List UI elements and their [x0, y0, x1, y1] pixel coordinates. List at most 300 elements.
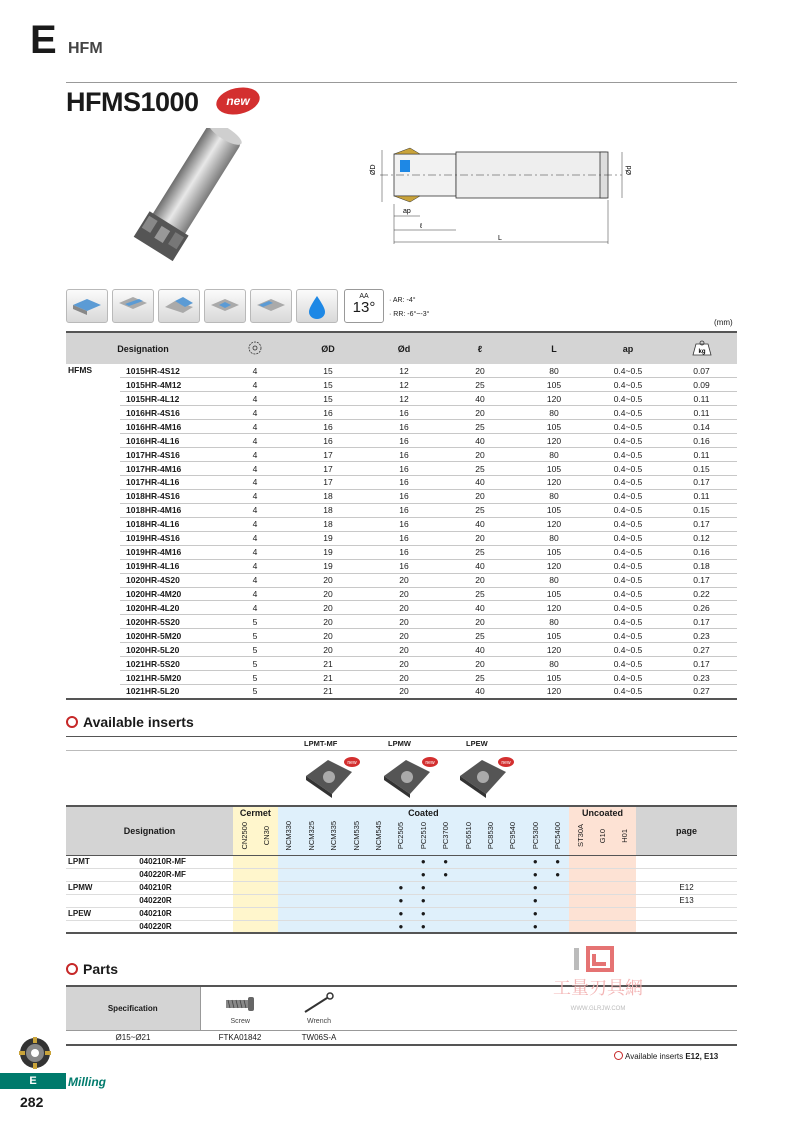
- od-cell: 18: [290, 517, 366, 531]
- od-small-cell: 12: [366, 392, 442, 406]
- group-cell: [66, 476, 120, 490]
- grade-availability-cell: [300, 894, 322, 907]
- grade-availability-cell: [502, 894, 524, 907]
- od-small-cell: 20: [366, 615, 442, 629]
- od-small-cell: 20: [366, 629, 442, 643]
- table-row: [66, 378, 737, 392]
- grade-availability-cell: ●: [390, 894, 412, 907]
- ap-cell: 0.4~0.5: [590, 476, 666, 490]
- group-cell: [66, 685, 120, 699]
- ap-cell: 0.4~0.5: [590, 573, 666, 587]
- grade-availability-cell: ●: [390, 907, 412, 920]
- designation-cell: 1018HR-4L16: [120, 517, 220, 531]
- page-ref-cell: [636, 907, 737, 920]
- od-small-cell: 16: [366, 517, 442, 531]
- group-cell: [66, 517, 120, 531]
- grade-availability-cell: [502, 881, 524, 894]
- grade-availability-cell: [479, 855, 501, 868]
- grade-availability-cell: ●: [412, 907, 434, 920]
- l-cell: 20: [442, 448, 518, 462]
- watermark-chinese: 工量刃具網: [553, 978, 643, 999]
- L-cell: 80: [518, 657, 590, 671]
- weight-cell: 0.27: [666, 685, 737, 699]
- group-cell: [66, 434, 120, 448]
- designation-cell: 1016HR-4L16: [120, 434, 220, 448]
- designation-cell: 1021HR-5L20: [120, 685, 220, 699]
- footer-section-tab: E: [0, 1073, 66, 1089]
- group-cell: [66, 489, 120, 503]
- grade-availability-cell: [569, 868, 591, 881]
- screw-cell: [200, 986, 280, 1030]
- weight-cell: 0.23: [666, 629, 737, 643]
- insert-code-cell: 040220R-MF: [135, 868, 233, 881]
- insert-slot-icon: [112, 289, 154, 323]
- page-number: 282: [20, 1094, 44, 1110]
- watermark-url: WWW.GLRJW.COM: [570, 1006, 626, 1012]
- grade-availability-cell: [345, 894, 367, 907]
- insert-row: [66, 868, 737, 881]
- svg-text:new: new: [347, 760, 357, 766]
- od-cell: 18: [290, 489, 366, 503]
- L-cell: 105: [518, 462, 590, 476]
- available-inserts-heading: [66, 714, 194, 730]
- od-cell: 20: [290, 615, 366, 629]
- grade-availability-cell: [233, 907, 255, 920]
- l-cell: 20: [442, 573, 518, 587]
- grade-availability-cell: [255, 907, 277, 920]
- table-row: [66, 462, 737, 476]
- l-cell: 40: [442, 517, 518, 531]
- teeth-cell: 5: [220, 671, 290, 685]
- svg-text:new: new: [501, 760, 511, 766]
- ap-cell: 0.4~0.5: [590, 615, 666, 629]
- header-divider: [66, 82, 737, 83]
- grade-availability-cell: [300, 920, 322, 933]
- table-row: [66, 392, 737, 406]
- grade-availability-cell: [300, 881, 322, 894]
- ap-header: ap: [590, 332, 666, 364]
- L-header: L: [518, 332, 590, 364]
- grade-availability-cell: [479, 920, 501, 933]
- ap-cell: 0.4~0.5: [590, 559, 666, 573]
- grade-availability-cell: [457, 920, 479, 933]
- group-cell: [66, 671, 120, 685]
- od-small-cell: 16: [366, 434, 442, 448]
- screw-icon: [220, 992, 260, 1016]
- teeth-cell: 5: [220, 615, 290, 629]
- designation-cell: 1019HR-4L16: [120, 559, 220, 573]
- l-cell: 25: [442, 545, 518, 559]
- coated-header: Coated: [278, 806, 569, 819]
- od-small-cell: 12: [366, 364, 442, 378]
- ap-cell: 0.4~0.5: [590, 671, 666, 685]
- page-ref-cell: E13: [636, 894, 737, 907]
- teeth-cell: 4: [220, 476, 290, 490]
- ap-cell: 0.4~0.5: [590, 545, 666, 559]
- ap-cell: 0.4~0.5: [590, 489, 666, 503]
- insert-code-cell: 040220R: [135, 920, 233, 933]
- l-cell: 40: [442, 601, 518, 615]
- teeth-header: [220, 332, 290, 364]
- weight-cell: 0.16: [666, 434, 737, 448]
- od-small-cell: 16: [366, 420, 442, 434]
- dimension-drawing: [360, 140, 640, 250]
- screw-value: FTKA01842: [200, 1030, 280, 1045]
- grade-availability-cell: ●: [524, 855, 546, 868]
- ap-cell: 0.4~0.5: [590, 503, 666, 517]
- l-cell: 25: [442, 671, 518, 685]
- group-cell: [66, 657, 120, 671]
- L-cell: 120: [518, 559, 590, 573]
- grade-header: PC3700: [435, 819, 457, 855]
- od-cell: 16: [290, 406, 366, 420]
- grade-availability-cell: [233, 855, 255, 868]
- od-small-cell: 16: [366, 462, 442, 476]
- table-row: [66, 420, 737, 434]
- L-cell: 105: [518, 378, 590, 392]
- grade-header: PC9540: [502, 819, 524, 855]
- wrench-value: TW06S-A: [280, 1030, 358, 1045]
- L-label: L: [498, 235, 502, 242]
- od-small-cell: 20: [366, 657, 442, 671]
- table-row: [66, 434, 737, 448]
- designation-cell: 1020HR-4L20: [120, 601, 220, 615]
- section-arrow-icon: [66, 963, 78, 975]
- grade-availability-cell: [367, 907, 389, 920]
- teeth-cell: 4: [220, 573, 290, 587]
- insert-group-cell: LPEW: [66, 907, 135, 920]
- inserts-sub-rule: [66, 750, 737, 751]
- ap-cell: 0.4~0.5: [590, 406, 666, 420]
- od-cell: 20: [290, 573, 366, 587]
- L-cell: 120: [518, 685, 590, 699]
- teeth-cell: 4: [220, 462, 290, 476]
- L-cell: 120: [518, 434, 590, 448]
- L-cell: 80: [518, 406, 590, 420]
- insert-row: [66, 920, 737, 933]
- l-cell: 40: [442, 643, 518, 657]
- insert-name-lpew: LPEW: [466, 739, 488, 748]
- teeth-cell: 4: [220, 434, 290, 448]
- group-cell: [66, 559, 120, 573]
- table-row: [66, 406, 737, 420]
- ap-label: ap: [403, 208, 411, 215]
- weight-cell: 0.23: [666, 671, 737, 685]
- l-cell: 25: [442, 503, 518, 517]
- grade-availability-cell: [614, 920, 636, 933]
- grade-availability-cell: [591, 894, 613, 907]
- available-inserts-reference: [614, 1050, 718, 1061]
- grade-availability-cell: [457, 868, 479, 881]
- L-cell: 105: [518, 420, 590, 434]
- od-small-cell: 20: [366, 573, 442, 587]
- insert-pocket-icon: [204, 289, 246, 323]
- l-cell: 20: [442, 531, 518, 545]
- l-cell: 20: [442, 489, 518, 503]
- grade-availability-cell: [278, 868, 300, 881]
- screw-label: Screw: [230, 1017, 250, 1025]
- grade-availability-cell: [323, 868, 345, 881]
- designation-cell: 1015HR-4M12: [120, 378, 220, 392]
- od-small-header: Ød: [366, 332, 442, 364]
- grade-availability-cell: [591, 868, 613, 881]
- insert-group-cell: LPMW: [66, 881, 135, 894]
- group-cell: [66, 573, 120, 587]
- grade-header: PC5300: [524, 819, 546, 855]
- teeth-count-icon: [248, 341, 262, 355]
- grade-availability-cell: [255, 881, 277, 894]
- grade-header: ST30A: [569, 819, 591, 855]
- L-cell: 105: [518, 671, 590, 685]
- od-small-cell: 16: [366, 448, 442, 462]
- page-ref-cell: E12: [636, 881, 737, 894]
- grade-availability-cell: [278, 855, 300, 868]
- group-cell: [66, 378, 120, 392]
- od-small-cell: 20: [366, 685, 442, 699]
- insert-code-cell: 040220R: [135, 894, 233, 907]
- l-cell: 40: [442, 392, 518, 406]
- L-cell: 120: [518, 643, 590, 657]
- reference-pages: E12, E13: [685, 1052, 719, 1061]
- ap-cell: 0.4~0.5: [590, 517, 666, 531]
- weight-cell: 0.18: [666, 559, 737, 573]
- od-cell: 18: [290, 503, 366, 517]
- weight-cell: 0.17: [666, 615, 737, 629]
- od-small-cell: 16: [366, 531, 442, 545]
- teeth-cell: 5: [220, 685, 290, 699]
- grade-availability-cell: [502, 920, 524, 933]
- table-row: [66, 643, 737, 657]
- axial-rake: · AR: -4°: [389, 297, 416, 304]
- L-cell: 80: [518, 573, 590, 587]
- parts-title: Parts: [83, 961, 119, 977]
- grade-availability-cell: [345, 907, 367, 920]
- ap-cell: 0.4~0.5: [590, 378, 666, 392]
- table-row: [66, 601, 737, 615]
- uncoated-header: Uncoated: [569, 806, 636, 819]
- grade-availability-cell: [591, 907, 613, 920]
- designation-cell: 1020HR-5S20: [120, 615, 220, 629]
- insert-group-cell: [66, 868, 135, 881]
- grade-availability-cell: [323, 881, 345, 894]
- teeth-cell: 4: [220, 587, 290, 601]
- l-cell: 25: [442, 462, 518, 476]
- insert-step-icon: [158, 289, 200, 323]
- weight-cell: 0.26: [666, 601, 737, 615]
- l-cell: 40: [442, 685, 518, 699]
- grade-availability-cell: [255, 894, 277, 907]
- group-cell: [66, 643, 120, 657]
- group-cell: [66, 406, 120, 420]
- ap-cell: 0.4~0.5: [590, 434, 666, 448]
- grade-availability-cell: ●: [412, 881, 434, 894]
- group-cell: HFMS: [68, 365, 93, 375]
- parts-heading: [66, 961, 118, 977]
- od-cell: 17: [290, 448, 366, 462]
- group-cell: [66, 420, 120, 434]
- od-cell: 21: [290, 671, 366, 685]
- group-cell: [66, 545, 120, 559]
- grade-availability-cell: [323, 894, 345, 907]
- weight-cell: 0.11: [666, 489, 737, 503]
- grade-availability-cell: [233, 881, 255, 894]
- table-header-row: [66, 332, 737, 364]
- od-cell: 17: [290, 462, 366, 476]
- grade-availability-cell: ●: [412, 894, 434, 907]
- table-row: [66, 517, 737, 531]
- grade-availability-cell: ●: [546, 855, 568, 868]
- teeth-cell: 4: [220, 517, 290, 531]
- weight-cell: 0.27: [666, 643, 737, 657]
- L-cell: 80: [518, 448, 590, 462]
- page-header: page: [636, 806, 737, 855]
- wrench-icon: [299, 992, 339, 1016]
- L-cell: 105: [518, 545, 590, 559]
- weight-cell: 0.11: [666, 392, 737, 406]
- reference-arrow-icon: [614, 1051, 623, 1060]
- grade-availability-cell: [457, 894, 479, 907]
- grade-availability-cell: [614, 881, 636, 894]
- table-row: [66, 503, 737, 517]
- group-cell: [66, 503, 120, 517]
- table-row: [66, 657, 737, 671]
- grade-availability-cell: [569, 920, 591, 933]
- weight-icon: [691, 340, 713, 356]
- od-cell: 20: [290, 629, 366, 643]
- insert-group-cell: LPMT: [66, 855, 135, 868]
- grade-availability-cell: [435, 894, 457, 907]
- od-small-cell: 20: [366, 601, 442, 615]
- grade-availability-cell: [569, 894, 591, 907]
- L-cell: 105: [518, 503, 590, 517]
- table-row: [66, 531, 737, 545]
- page-ref-cell: [636, 855, 737, 868]
- grade-availability-cell: [479, 894, 501, 907]
- new-badge-icon: [214, 86, 262, 116]
- grade-availability-cell: [345, 855, 367, 868]
- grade-availability-cell: [569, 855, 591, 868]
- grade-availability-cell: [300, 868, 322, 881]
- ap-cell: 0.4~0.5: [590, 601, 666, 615]
- grade-availability-cell: [591, 881, 613, 894]
- grade-availability-cell: [502, 855, 524, 868]
- od-cell: 19: [290, 531, 366, 545]
- table-row: [66, 573, 737, 587]
- ap-cell: 0.4~0.5: [590, 448, 666, 462]
- grade-availability-cell: [323, 855, 345, 868]
- insert-lpew-image-icon: [454, 754, 514, 800]
- grade-header: PC8530: [479, 819, 501, 855]
- teeth-cell: 5: [220, 643, 290, 657]
- grade-availability-cell: ●: [435, 868, 457, 881]
- od-small-label: Ød: [626, 165, 633, 175]
- l-header: ℓ: [442, 332, 518, 364]
- l-cell: 25: [442, 629, 518, 643]
- designation-cell: 1018HR-4S16: [120, 489, 220, 503]
- designation-cell: 1019HR-4S16: [120, 531, 220, 545]
- grade-availability-cell: [435, 920, 457, 933]
- l-cell: 20: [442, 657, 518, 671]
- grade-availability-cell: [323, 907, 345, 920]
- grade-availability-cell: [345, 868, 367, 881]
- l-cell: 40: [442, 476, 518, 490]
- od-small-cell: 16: [366, 489, 442, 503]
- l-label: ℓ: [420, 223, 423, 230]
- group-cell: [66, 615, 120, 629]
- grade-availability-cell: ●: [524, 907, 546, 920]
- spec-header: Specification: [66, 986, 200, 1030]
- designation-cell: 1021HR-5M20: [120, 671, 220, 685]
- grade-availability-cell: [614, 855, 636, 868]
- ap-cell: 0.4~0.5: [590, 657, 666, 671]
- ap-cell: 0.4~0.5: [590, 364, 666, 378]
- od-small-cell: 16: [366, 406, 442, 420]
- teeth-cell: 4: [220, 545, 290, 559]
- weight-cell: 0.15: [666, 462, 737, 476]
- designation-header: Designation: [66, 332, 220, 364]
- weight-cell: 0.17: [666, 657, 737, 671]
- group-cell: [66, 448, 120, 462]
- L-cell: 105: [518, 587, 590, 601]
- designation-cell: 1016HR-4M16: [120, 420, 220, 434]
- footer-category: Milling: [68, 1075, 106, 1089]
- weight-cell: 0.15: [666, 503, 737, 517]
- grade-availability-cell: [479, 881, 501, 894]
- L-cell: 80: [518, 531, 590, 545]
- od-cell: 20: [290, 587, 366, 601]
- grade-header: PC2505: [390, 819, 412, 855]
- od-cell: 15: [290, 364, 366, 378]
- L-cell: 120: [518, 601, 590, 615]
- insert-row: [66, 894, 737, 907]
- l-cell: 25: [442, 420, 518, 434]
- grade-availability-cell: [345, 920, 367, 933]
- teeth-cell: 4: [220, 392, 290, 406]
- weight-cell: 0.17: [666, 573, 737, 587]
- grade-availability-cell: [457, 881, 479, 894]
- od-small-cell: 20: [366, 671, 442, 685]
- weight-cell: 0.12: [666, 531, 737, 545]
- table-row: [66, 545, 737, 559]
- weight-header: [666, 332, 737, 364]
- radial-rake: · RR: -6°~-3°: [389, 311, 430, 318]
- coolant-drop-icon: [296, 289, 338, 323]
- designation-cell: 1015HR-4S12: [120, 364, 220, 378]
- grade-availability-cell: [367, 855, 389, 868]
- weight-cell: 0.17: [666, 517, 737, 531]
- teeth-cell: 4: [220, 489, 290, 503]
- od-cell: 16: [290, 434, 366, 448]
- grade-availability-cell: [278, 881, 300, 894]
- grade-availability-cell: ●: [524, 920, 546, 933]
- l-cell: 20: [442, 615, 518, 629]
- ap-cell: 0.4~0.5: [590, 643, 666, 657]
- insert-code-cell: 040210R: [135, 881, 233, 894]
- insert-row: [66, 907, 737, 920]
- table-row: [66, 559, 737, 573]
- group-cell: [66, 462, 120, 476]
- teeth-cell: 4: [220, 378, 290, 392]
- grade-availability-cell: ●: [390, 881, 412, 894]
- insert-ramp-icon: [250, 289, 292, 323]
- grade-availability-cell: [614, 868, 636, 881]
- l-cell: 20: [442, 406, 518, 420]
- grade-availability-cell: [502, 868, 524, 881]
- dimension-table: [66, 331, 737, 700]
- inserts-grade-table: [66, 805, 737, 934]
- parts-value-row: [66, 1030, 737, 1045]
- ap-cell: 0.4~0.5: [590, 587, 666, 601]
